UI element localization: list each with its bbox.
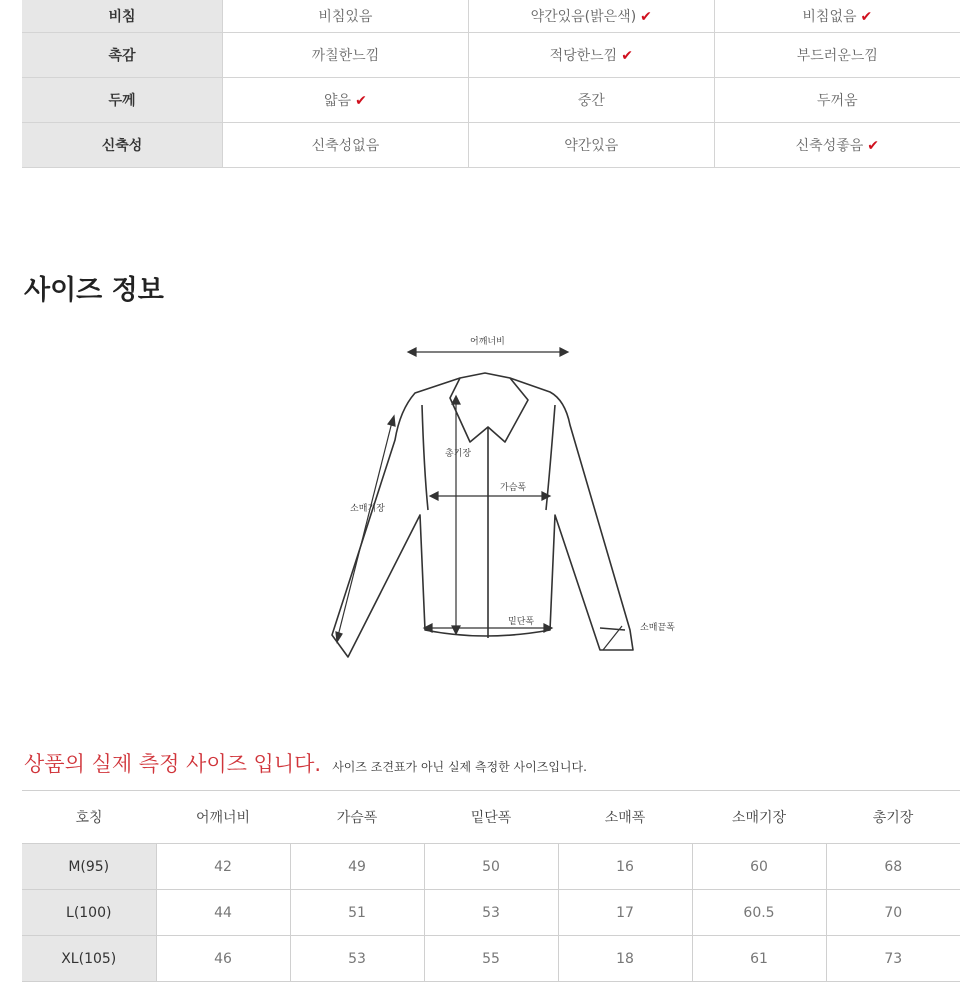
size-column-header: 소매기장	[692, 791, 826, 844]
size-row	[22, 844, 960, 890]
size-column-header: 밑단폭	[424, 791, 558, 844]
fabric-option-text: 비침없음	[802, 9, 857, 25]
fabric-option-cell	[468, 33, 714, 78]
fabric-info-table	[22, 0, 960, 168]
size-value-cell: 51	[290, 890, 424, 936]
fabric-option-text: 적당한느낌	[549, 48, 618, 64]
size-value-cell: 46	[156, 936, 290, 982]
fabric-row-label: 신축성	[22, 123, 223, 168]
size-value-cell: 17	[558, 890, 692, 936]
fabric-option-cell	[468, 0, 714, 33]
size-value-cell: 55	[424, 936, 558, 982]
note-headline: 상품의 실제 측정 사이즈 입니다.	[24, 752, 322, 776]
fabric-option-cell	[714, 123, 960, 168]
fabric-option-cell	[223, 0, 469, 33]
size-column-header: 가슴폭	[290, 791, 424, 844]
fabric-option-cell	[223, 33, 469, 78]
fabric-option-cell	[714, 0, 960, 33]
fabric-option-cell	[468, 123, 714, 168]
fabric-row	[22, 33, 960, 78]
size-row	[22, 890, 960, 936]
size-name-cell: M(95)	[22, 844, 156, 890]
size-value-cell: 68	[826, 844, 960, 890]
size-name-cell: XL(105)	[22, 936, 156, 982]
fabric-row-label: 두께	[22, 78, 223, 123]
fabric-option-cell	[714, 33, 960, 78]
size-name-cell: L(100)	[22, 890, 156, 936]
label-sleeve-length: 소매기장	[350, 504, 385, 514]
label-hem: 밑단폭	[508, 617, 535, 627]
jacket-outline	[332, 373, 633, 657]
fabric-option-text: 까칠한느낌	[311, 48, 380, 64]
size-value-cell: 18	[558, 936, 692, 982]
fabric-option-cell	[468, 78, 714, 123]
size-value-cell: 53	[424, 890, 558, 936]
fabric-option-text: 약간있음	[564, 138, 619, 154]
fabric-row	[22, 78, 960, 123]
fabric-option-text: 중간	[577, 93, 605, 109]
size-value-cell: 44	[156, 890, 290, 936]
fabric-row	[22, 123, 960, 168]
size-value-cell: 73	[826, 936, 960, 982]
fabric-row	[22, 0, 960, 33]
fabric-option-text: 비침있음	[318, 9, 373, 25]
size-value-cell: 42	[156, 844, 290, 890]
label-cuff: 소매끝폭	[640, 623, 675, 633]
label-total-length: 총기장	[445, 449, 472, 459]
size-info-title: 사이즈 정보	[24, 275, 164, 306]
measure-arrows	[336, 348, 622, 650]
label-shoulder: 어깨너비	[470, 337, 505, 347]
check-mark-icon: ✔	[355, 93, 367, 109]
garment-diagram	[320, 330, 675, 670]
size-value-cell: 50	[424, 844, 558, 890]
size-column-header: 소매폭	[558, 791, 692, 844]
size-value-cell: 49	[290, 844, 424, 890]
fabric-option-cell	[714, 78, 960, 123]
fabric-option-text: 두꺼움	[817, 93, 858, 109]
check-mark-icon: ✔	[640, 9, 652, 25]
size-value-cell: 70	[826, 890, 960, 936]
fabric-row-label: 비침	[22, 0, 223, 33]
fabric-option-text: 신축성좋음	[795, 138, 864, 154]
check-mark-icon: ✔	[860, 9, 873, 25]
size-column-header: 호칭	[22, 791, 156, 844]
size-column-header: 총기장	[826, 791, 960, 844]
check-mark-icon: ✔	[867, 138, 879, 154]
fabric-row-label: 촉감	[22, 33, 223, 78]
fabric-option-cell	[223, 123, 469, 168]
size-table	[22, 790, 960, 982]
fabric-option-text: 부드러운느낌	[796, 48, 878, 64]
check-mark-icon: ✔	[621, 48, 633, 64]
size-value-cell: 16	[558, 844, 692, 890]
label-chest: 가슴폭	[500, 483, 527, 493]
fabric-option-text: 신축성없음	[311, 138, 380, 154]
measurement-note	[24, 748, 587, 778]
size-value-cell: 60	[692, 844, 826, 890]
fabric-option-cell	[223, 78, 469, 123]
size-value-cell: 60.5	[692, 890, 826, 936]
size-column-header: 어깨너비	[156, 791, 290, 844]
size-value-cell: 61	[692, 936, 826, 982]
size-value-cell: 53	[290, 936, 424, 982]
note-sub: 사이즈 조견표가 아닌 실제 측정한 사이즈입니다.	[332, 760, 587, 774]
fabric-option-text: 약간있음(밝은색)	[530, 9, 637, 25]
size-row	[22, 936, 960, 982]
fabric-option-text: 얇음	[324, 93, 352, 109]
